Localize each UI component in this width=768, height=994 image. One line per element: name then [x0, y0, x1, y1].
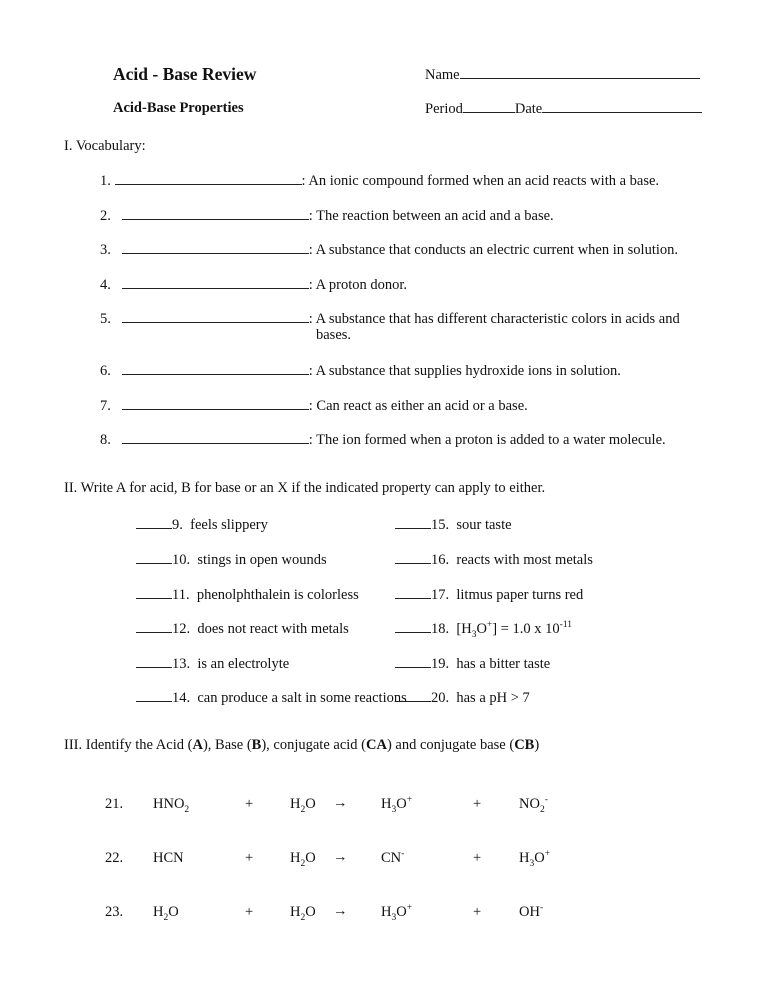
- name-field[interactable]: [425, 66, 700, 84]
- property-item: 19. has a bitter taste: [395, 655, 550, 673]
- vocab-item: 6. : A substance that supplies hydroxide ions in solution.: [100, 363, 621, 379]
- answer-blank[interactable]: [122, 362, 309, 375]
- date-label: Date: [514, 101, 543, 117]
- property-item: 14. can produce a salt in some reactions: [136, 689, 407, 707]
- answer-blank[interactable]: [136, 551, 172, 564]
- section-conjugates-heading: III. Identify the Acid (A), Base (B), conjugate acid (CA) and conjugate base (CB): [64, 737, 540, 753]
- vocab-item: 2. : The reaction between an acid and a base.: [100, 208, 554, 224]
- answer-blank[interactable]: [136, 655, 172, 668]
- period-blank[interactable]: [463, 100, 515, 113]
- property-item: 12. does not react with metals: [136, 620, 349, 638]
- answer-blank[interactable]: [115, 172, 302, 185]
- arrow-icon: →: [333, 849, 348, 865]
- name-label: Name: [425, 67, 460, 83]
- vocab-item: 4. : A proton donor.: [100, 277, 408, 293]
- period-date-field[interactable]: [425, 100, 702, 118]
- reactant-2[interactable]: $H_2O$: [290, 904, 316, 923]
- hydronium-expression: $[H_3O^+] = 1.0$ x $10^{-11}$: [456, 620, 572, 640]
- vocab-item: 3. : A substance that conducts an electric current when in solution.: [100, 242, 678, 258]
- answer-blank[interactable]: [122, 397, 309, 410]
- name-blank[interactable]: [460, 66, 700, 79]
- answer-blank[interactable]: [395, 689, 431, 702]
- property-item: 16. reacts with most metals: [395, 551, 593, 569]
- product-2[interactable]: OH-: [519, 903, 544, 920]
- page-subtitle: Acid-Base Properties: [113, 100, 244, 116]
- answer-blank[interactable]: [122, 431, 309, 444]
- section-vocabulary-heading: I. Vocabulary:: [64, 138, 146, 154]
- answer-blank[interactable]: [395, 620, 431, 633]
- reactant-2[interactable]: $H_2O$: [290, 796, 316, 815]
- property-item: 11. phenolphthalein is colorless: [136, 586, 359, 604]
- answer-blank[interactable]: [136, 689, 172, 702]
- vocab-item: 7. : Can react as either an acid or a base.: [100, 398, 528, 414]
- property-item: 9. feels slippery: [136, 516, 268, 534]
- property-item: 17. litmus paper turns red: [395, 586, 583, 604]
- product-2[interactable]: $H_3O^+$: [519, 849, 551, 869]
- answer-blank[interactable]: [122, 241, 309, 254]
- answer-blank[interactable]: [136, 516, 172, 529]
- vocab-item: 8. : The ion formed when a proton is added to a water molecule.: [100, 432, 666, 448]
- period-label: Period: [425, 101, 463, 117]
- answer-blank[interactable]: [122, 276, 309, 289]
- vocab-item: 1. : An ionic compound formed when an acid reacts with a base.: [100, 173, 660, 189]
- section-properties-heading: II. Write A for acid, B for base or an X if the indicated property can apply to either.: [64, 480, 546, 496]
- product-2[interactable]: $NO_2^-$: [519, 795, 548, 815]
- product-1[interactable]: $H_3O^+$: [381, 903, 413, 923]
- answer-blank[interactable]: [395, 551, 431, 564]
- vocab-definition-continued: bases.: [316, 327, 352, 343]
- reactant-2[interactable]: $H_2O$: [290, 850, 316, 869]
- answer-blank[interactable]: [395, 655, 431, 668]
- page-title: Acid - Base Review: [113, 64, 257, 84]
- date-blank[interactable]: [542, 100, 702, 113]
- property-item: 20. has a pH > 7: [395, 689, 530, 707]
- product-1[interactable]: CN-: [381, 849, 405, 866]
- property-item: 13. is an electrolyte: [136, 655, 289, 673]
- property-item: 15. sour taste: [395, 516, 512, 534]
- property-item: 10. stings in open wounds: [136, 551, 327, 569]
- answer-blank[interactable]: [395, 516, 431, 529]
- answer-blank[interactable]: [395, 586, 431, 599]
- vocab-item: 5. : A substance that has different characteristic colors in acids and: [100, 311, 680, 327]
- reactant-1[interactable]: HCN: [153, 850, 184, 866]
- reactant-1[interactable]: $HNO_2$: [153, 796, 190, 815]
- arrow-icon: →: [333, 903, 348, 919]
- answer-blank[interactable]: [136, 620, 172, 633]
- arrow-icon: →: [333, 795, 348, 811]
- property-item: 18. $[H_3O^+] = 1.0$ x $10^{-11}$: [395, 620, 572, 638]
- answer-blank[interactable]: [136, 586, 172, 599]
- reactant-1[interactable]: $H_2O$: [153, 904, 179, 923]
- product-1[interactable]: $H_3O^+$: [381, 795, 413, 815]
- answer-blank[interactable]: [122, 310, 309, 323]
- answer-blank[interactable]: [122, 207, 309, 220]
